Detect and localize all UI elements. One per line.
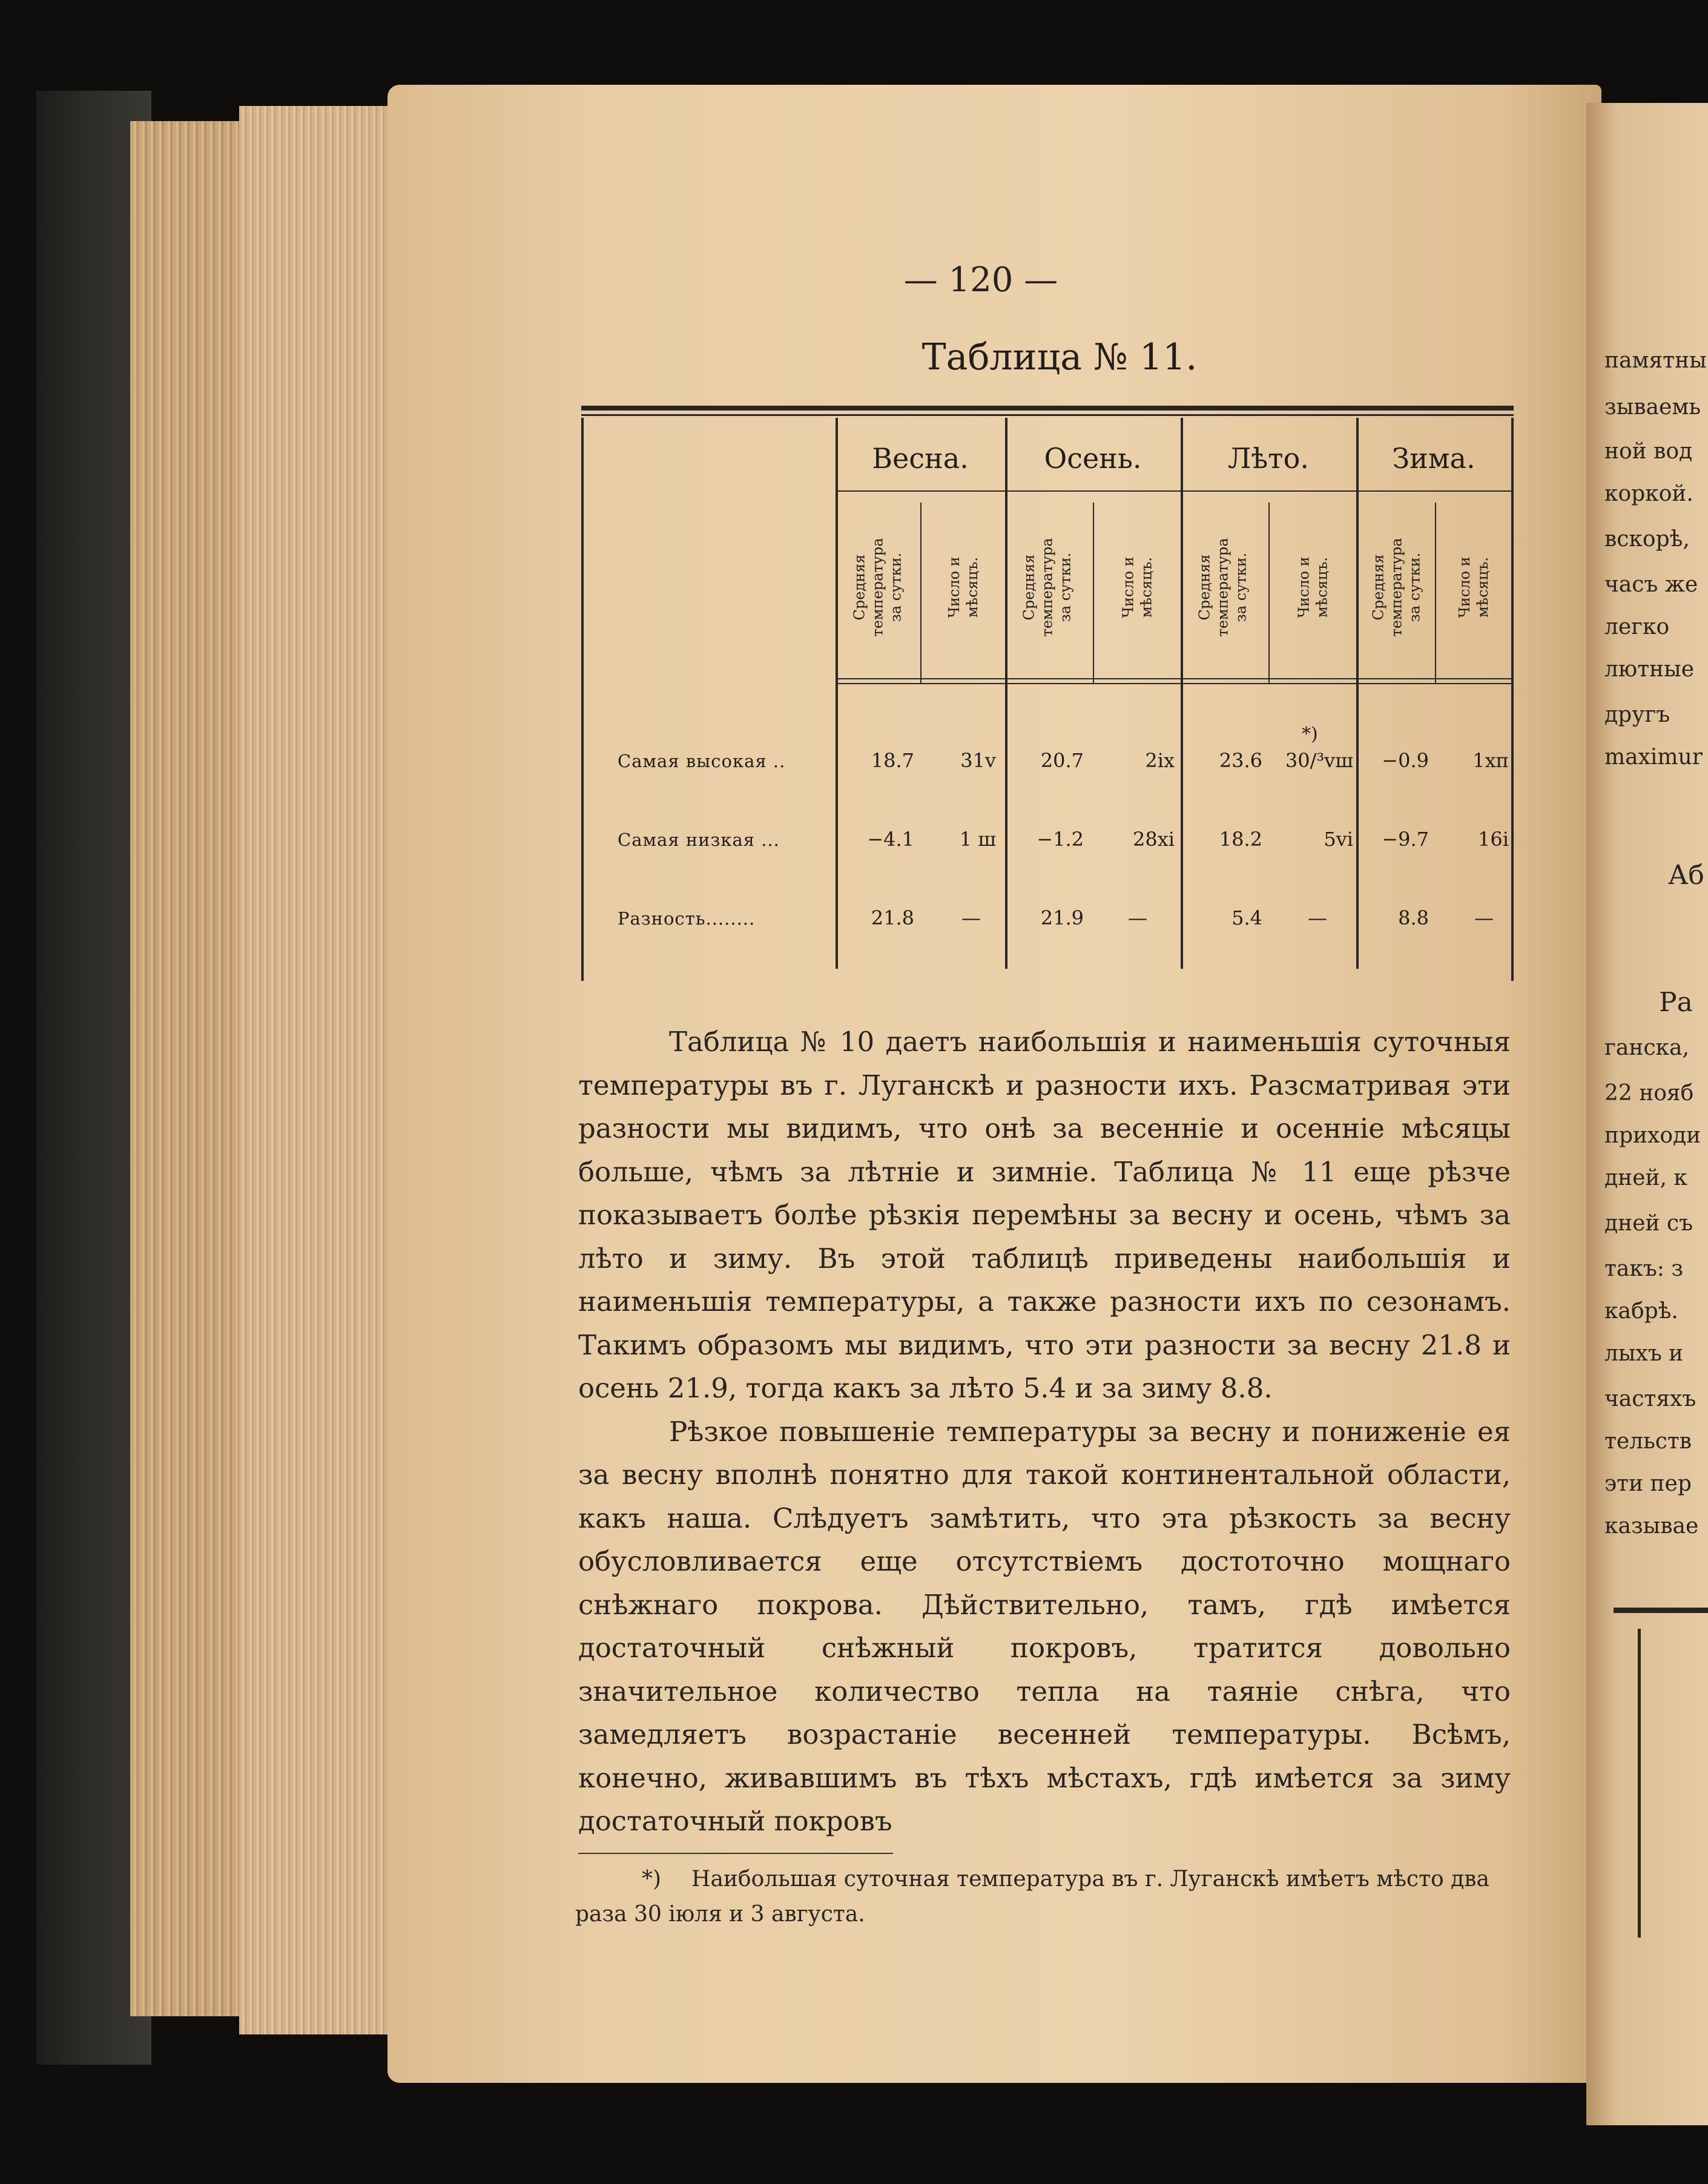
body-text (578, 1020, 1511, 1843)
facing-line: зываемь (1604, 395, 1701, 420)
table-cell: 21.9 (1040, 906, 1084, 929)
table-cell: −0.9 (1382, 749, 1429, 772)
facing-table-rule (1614, 1608, 1708, 1613)
table-border-right (1511, 418, 1514, 981)
table-cell: 23.6 (1219, 749, 1262, 772)
subhead-mean-temp: Средняя температура за сутки. (851, 538, 905, 637)
book-page-edges-inner (239, 106, 397, 2034)
table-divider (1181, 418, 1183, 969)
data-table (581, 406, 1514, 999)
facing-line: другъ (1604, 702, 1670, 727)
footnote-rule (578, 1853, 893, 1854)
table-cell: 2ix (1145, 749, 1175, 772)
book-page-edges (130, 121, 239, 2016)
facing-table-border (1638, 1629, 1641, 1938)
season-autumn: Осень. (1044, 442, 1142, 475)
facing-line: часъ же (1604, 572, 1698, 597)
row-label-highest: Самая высокая .. (618, 751, 786, 771)
subhead-date: Число и мѣсяцъ. (1119, 556, 1155, 618)
table-cell: 16i (1478, 828, 1509, 851)
table-cell: 5vi (1324, 828, 1353, 851)
facing-line: вскорѣ, (1604, 527, 1690, 552)
table-cell: 18.7 (871, 749, 914, 772)
footnote (575, 1862, 1511, 1932)
footnote-text: Наибольшая суточная температура въ г. Луганскѣ имѣетъ мѣсто два раза 30 іюля и 3 августа. (575, 1867, 1490, 1927)
facing-line: казывае (1604, 1514, 1699, 1539)
facing-line: лыхъ и (1604, 1341, 1684, 1366)
facing-line: приходи (1604, 1123, 1701, 1148)
facing-line: тельств (1604, 1429, 1692, 1454)
facing-line: лютные (1604, 657, 1695, 682)
facing-line: легко (1604, 615, 1670, 639)
table-cell: — (1474, 906, 1494, 929)
table-cell: 20.7 (1040, 749, 1084, 772)
facing-line: дней съ (1604, 1211, 1693, 1236)
paragraph: Таблица № 10 даетъ наибольшія и наименьшія суточныя температуры въ г. Луганскѣ и разности ихъ. Разсматривая эти разности мы видимъ, что онѣ за весенніе и осеннiе мѣсяцы больше, чѣмъ за лѣтніе и зимніе. Таблица № 11 еще рѣзче показываетъ болѣе рѣзкія перемѣны за весну и осень, чѣмъ за лѣто и зиму. Въ этой таблицѣ приведены наибольшія и наименьшія температуры, а также разности ихъ по сезонамъ. Такимъ образомъ мы видимъ, что эти разности за весну 21.8 и осень 21.9, тогда какъ за лѣто 5.4 и за зиму 8.8. (578, 1026, 1511, 1404)
facing-line: ной вод (1604, 439, 1693, 464)
table-top-rule-thin (581, 414, 1514, 416)
facing-line: ганска, (1604, 1035, 1689, 1060)
table-footnote-mark: *) (1302, 724, 1318, 745)
season-winter: Зима. (1392, 442, 1476, 475)
facing-line: кабрѣ. (1604, 1299, 1678, 1324)
facing-line: коркой. (1604, 481, 1693, 506)
subhead-date: Число и мѣсяцъ. (1295, 556, 1331, 618)
table-cell: −9.7 (1382, 828, 1429, 851)
table-cell: — (1308, 906, 1327, 929)
facing-line: maximur (1604, 745, 1703, 770)
table-cell: 30/³vш (1285, 749, 1353, 772)
row-label-difference: Разность........ (618, 908, 756, 929)
table-cell: 5.4 (1232, 906, 1262, 929)
facing-line: частяхъ (1604, 1387, 1696, 1411)
subhead-date: Число и мѣсяцъ. (1456, 556, 1491, 618)
header-rule (836, 678, 1511, 679)
table-cell: 28xi (1133, 828, 1175, 851)
row-label-lowest: Самая низкая ... (618, 830, 780, 850)
table-cell: 31v (960, 749, 996, 772)
facing-line: 22 нояб (1604, 1081, 1694, 1106)
facing-line: эти пер (1604, 1471, 1692, 1496)
table-cell: 1 ш (959, 828, 996, 851)
table-top-rule (581, 406, 1514, 411)
table-cell: 1xп (1472, 749, 1509, 772)
table-title: Таблица № 11. (922, 336, 1198, 378)
table-divider (1005, 418, 1007, 969)
subhead-mean-temp: Средняя температура за сутки. (1196, 538, 1250, 637)
footnote-mark: *) (642, 1867, 662, 1892)
page-number: — 120 — (903, 260, 1058, 300)
season-summer: Лѣто. (1228, 442, 1309, 475)
subhead-mean-temp: Средняя температура за сутки. (1021, 538, 1074, 637)
season-rule (836, 490, 1511, 492)
subhead-date: Число и мѣсяцъ. (946, 556, 981, 618)
table-cell: 18.2 (1219, 828, 1262, 851)
table-cell: — (1128, 906, 1147, 929)
header-rule-double (836, 683, 1511, 684)
table-divider (1356, 418, 1359, 969)
facing-line: такъ: з (1604, 1256, 1683, 1281)
subhead-mean-temp: Средняя температура за сутки. (1370, 538, 1423, 637)
paragraph: Рѣзкое повышеніе температуры за весну и пониженіе ея за весну вполнѣ понятно для такой континентальной области, какъ наша. Слѣдуетъ замѣтить, что эта рѣзкость за весну обусловливается еще отсутствіемъ достоточно мощнаго снѣжнагo покрова. Дѣйствительно, тамъ, гдѣ имѣется достаточный снѣжный покровъ, тратится довольно значительное количество тепла на таяніе снѣга, что замедляетъ возрастаніе весенней температуры. Всѣмъ, конечно, живавшимъ въ тѣхъ мѣстахъ, гдѣ имѣется за зиму достаточный покровъ (578, 1415, 1511, 1837)
facing-line: памятны (1604, 348, 1707, 373)
table-cell: — (961, 906, 981, 929)
table-cell: −1.2 (1037, 828, 1084, 851)
table-cell: −4.1 (867, 828, 914, 851)
table-cell: 8.8 (1398, 906, 1429, 929)
facing-line: дней, к (1604, 1166, 1687, 1190)
table-border-left (581, 418, 584, 981)
table-cell: 21.8 (871, 906, 914, 929)
facing-heading: Аб (1668, 860, 1704, 891)
season-spring: Весна. (872, 442, 969, 475)
table-divider (836, 418, 838, 969)
facing-line: Ра (1659, 987, 1693, 1018)
